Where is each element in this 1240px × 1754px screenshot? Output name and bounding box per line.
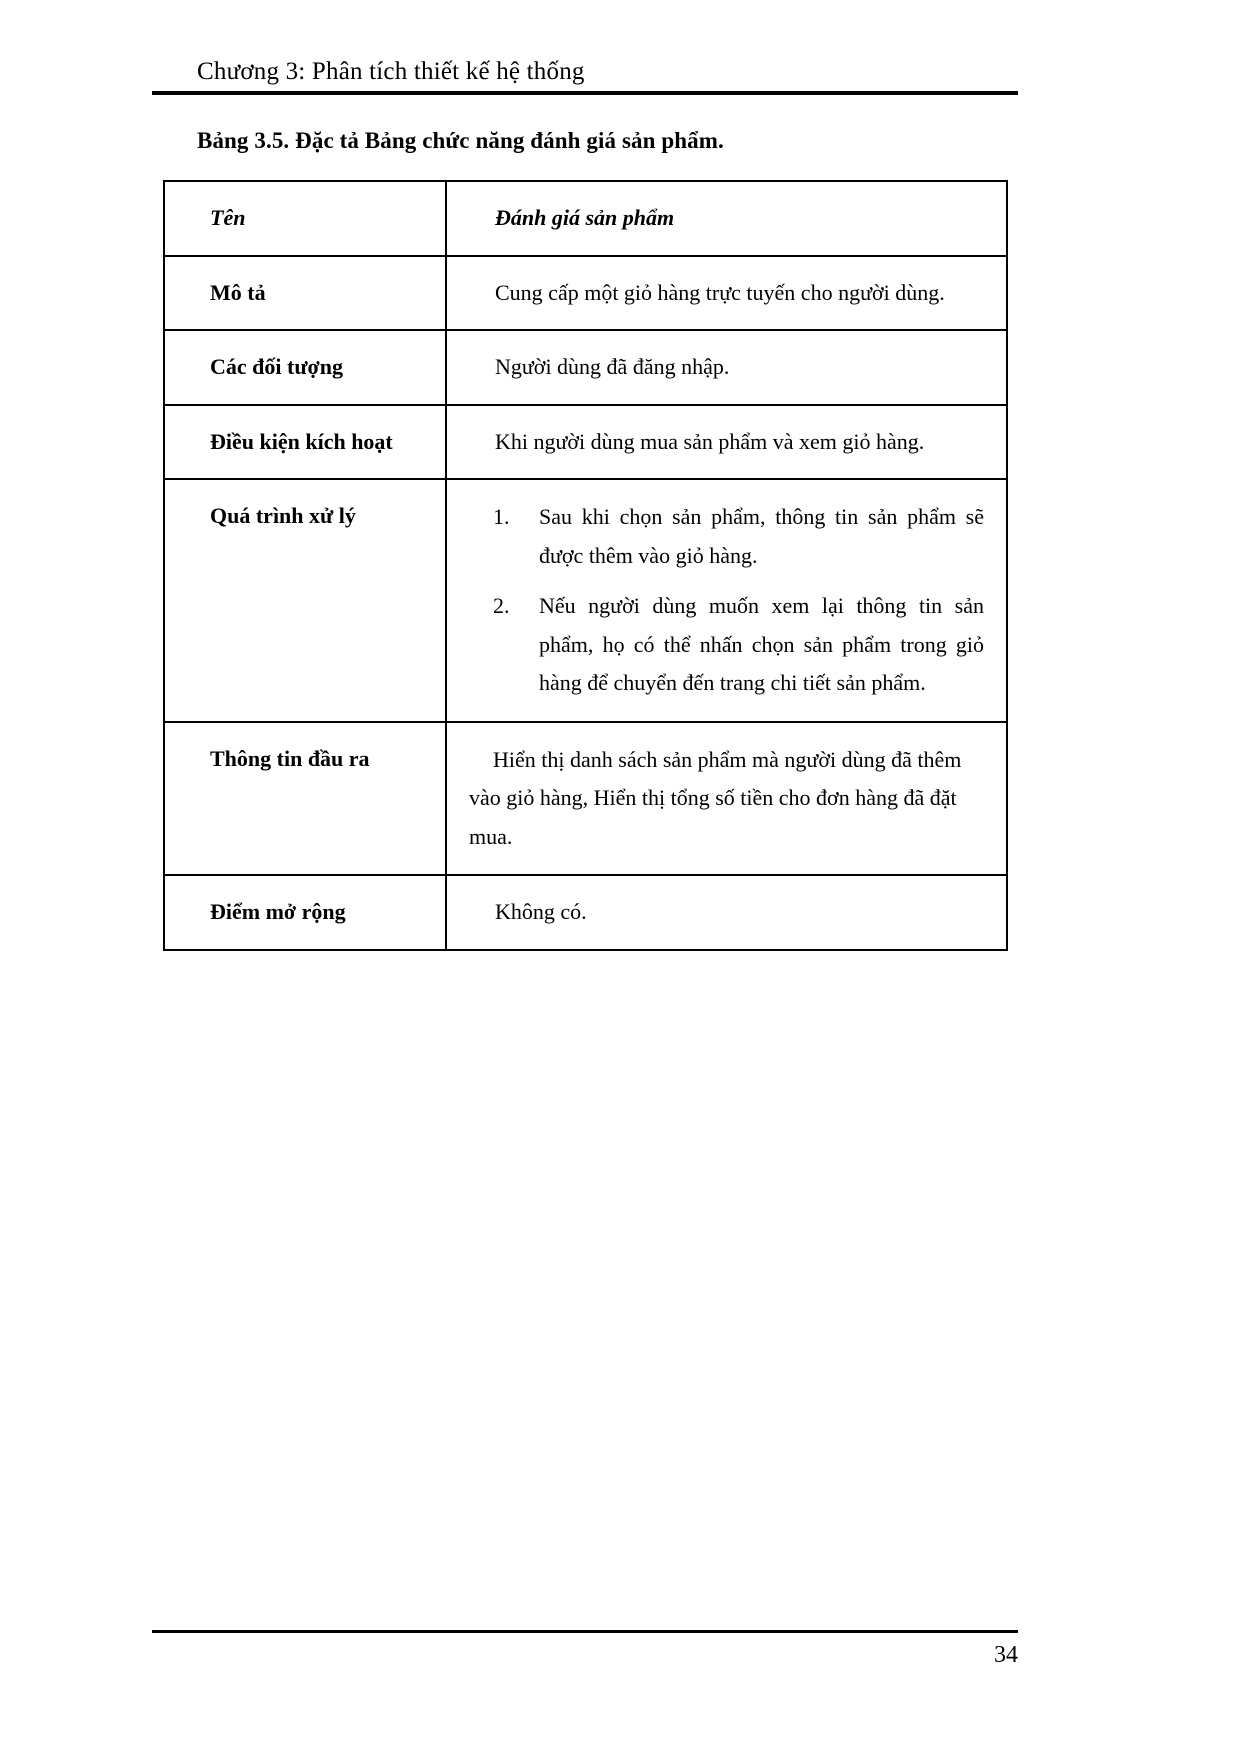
table-cell-value-process: [446, 479, 1007, 722]
table-row-actors: [164, 330, 1007, 405]
table-cell-value-extension: [446, 875, 1007, 950]
value-name: Đánh giá sản phẩm: [495, 205, 675, 230]
table-cell-label-process: [164, 479, 446, 722]
list-item: [493, 587, 984, 703]
value-actors: Người dùng đã đăng nhập.: [495, 354, 730, 380]
label-extension: Điểm mở rộng: [210, 899, 346, 925]
label-process: Quá trình xử lý: [210, 503, 356, 529]
table-caption: Bảng 3.5. Đặc tả Bảng chức năng đánh giá sản phẩm.: [197, 128, 724, 153]
table-cell-label-name: [164, 181, 446, 256]
list-item-text: Nếu người dùng muốn xem lại thông tin sản phẩm, họ có thể nhấn chọn sản phẩm trong giỏ hàng để chuyển đến trang chi tiết sản phẩm.: [539, 593, 984, 696]
table-cell-label-description: [164, 256, 446, 331]
table-cell-label-trigger: [164, 405, 446, 480]
value-output: Hiển thị danh sách sản phẩm mà người dùng đã thêm vào giỏ hàng, Hiển thị tổng số tiền cho đơn hàng đã đặt mua.: [469, 746, 962, 849]
running-title: Chương 3: Phân tích thiết kế hệ thống: [197, 58, 585, 85]
table-row-name: [164, 181, 1007, 256]
value-description: Cung cấp một giỏ hàng trực tuyến cho người dùng.: [495, 279, 945, 305]
table-cell-value-actors: [446, 330, 1007, 405]
table-cell-value-output: [446, 722, 1007, 876]
list-item-text: Sau khi chọn sản phẩm, thông tin sản phẩm sẽ được thêm vào giỏ hàng.: [539, 504, 984, 568]
label-actors: Các đối tượng: [210, 354, 343, 380]
table-row-trigger: [164, 405, 1007, 480]
table-cell-label-extension: [164, 875, 446, 950]
table-cell-value-trigger: [446, 405, 1007, 480]
label-output: Thông tin đầu ra: [210, 745, 370, 771]
process-steps: [447, 480, 1006, 721]
table-cell-label-actors: [164, 330, 446, 405]
table-row-output: [164, 722, 1007, 876]
specification-table: [163, 180, 1008, 951]
page-number: 34: [994, 1642, 1018, 1668]
table-row-process: [164, 479, 1007, 722]
label-trigger: Điều kiện kích hoạt: [210, 428, 393, 454]
table-row-description: [164, 256, 1007, 331]
label-name: Tên: [210, 205, 246, 230]
footer-divider: [152, 1630, 1018, 1633]
output-text-block: [447, 723, 1006, 875]
label-description: Mô tả: [210, 279, 266, 305]
value-extension: Không có.: [495, 899, 587, 925]
header-divider: [152, 91, 1018, 95]
table-cell-value-description: [446, 256, 1007, 331]
table-cell-value-name: [446, 181, 1007, 256]
process-list: [493, 498, 984, 703]
value-trigger: Khi người dùng mua sản phẩm và xem giỏ hàng.: [495, 428, 925, 454]
list-item-number: 2.: [493, 593, 510, 619]
list-item-number: 1.: [493, 504, 510, 530]
table-row-extension: [164, 875, 1007, 950]
page-header: [152, 58, 1018, 95]
table-cell-label-output: [164, 722, 446, 876]
list-item: [493, 498, 984, 575]
